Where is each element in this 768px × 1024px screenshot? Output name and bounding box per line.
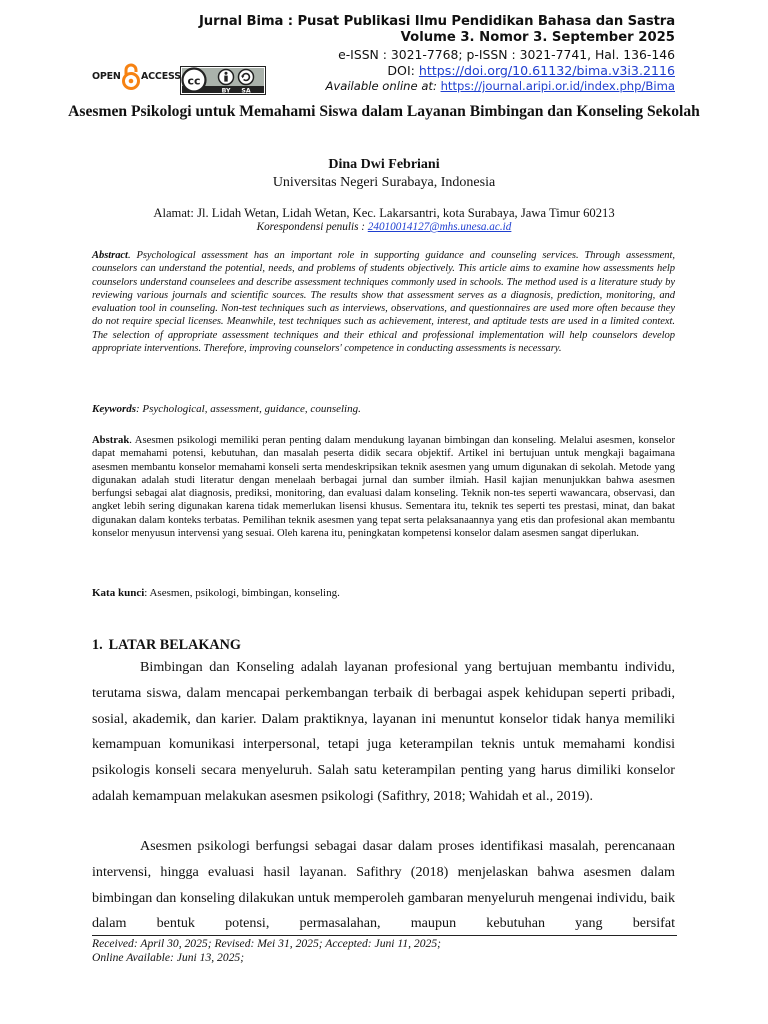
- footer-online-available: Online Available: Juni 13, 2025;: [92, 951, 245, 964]
- journal-volume: Volume 3. Nomor 3. September 2025: [400, 30, 675, 45]
- section-heading: [92, 637, 241, 654]
- correspondence-email-link[interactable]: 24010014127@mhs.unesa.ac.id: [367, 221, 512, 233]
- cc-sa-label: SA: [241, 87, 251, 95]
- doi-label: DOI:: [387, 63, 419, 78]
- kata-kunci-text: : Asesmen, psikologi, bimbingan, konseling.: [144, 587, 340, 599]
- journal-website-link[interactable]: https://journal.aripi.or.id/index.php/Bima: [440, 79, 675, 93]
- article-title: Asesmen Psikologi untuk Memahami Siswa dalam Layanan Bimbingan dan Konseling Sekolah: [68, 103, 700, 120]
- cc-by-label: BY: [221, 87, 231, 95]
- available-label: Available online at:: [325, 79, 441, 93]
- keywords-indonesian: [92, 587, 675, 599]
- open-access-logo: [92, 62, 181, 90]
- cc-symbol-text: cc: [187, 74, 201, 88]
- section-number: 1.: [92, 637, 103, 653]
- doi-link[interactable]: https://doi.org/10.61132/bima.v3i3.2116: [418, 63, 675, 78]
- abstract-label: Abstract: [92, 250, 128, 261]
- correspondence-line: [0, 221, 768, 233]
- body-paragraph-2: [92, 834, 675, 937]
- open-lock-icon: [122, 62, 140, 90]
- author-name: Dina Dwi Febriani: [328, 157, 440, 172]
- footer-dates: Received: April 30, 2025; Revised: Mei 31, 2025; Accepted: Juni 11, 2025;: [92, 937, 441, 950]
- keywords-label: Keywords: [92, 403, 136, 415]
- journal-header: [0, 0, 768, 100]
- keywords-english: [92, 403, 675, 415]
- journal-doi: [387, 63, 675, 78]
- abstract-text: . Psychological assessment has an important role in supporting guidance and counseling services. Through assessment, counselors can understand the potential, needs, and problems of students objectively. This article aims to examine how assessments help counselors understand counselees and describe assessment techniques commonly used in schools. The method used is a literature study by reviewing various journals and scientific sources. The results show that assessment serves as a diagnosis, prediction, monitoring, and evaluation tool in counseling. Non-test techniques such as interviews, observations, and questionnaires are used more often because they do not require special licenses. Meanwhile, test techniques such as achievement, interest, and aptitude tests are used in a limited context. The selection of appropriate assessment techniques and their ethical and professional implementation will help counselors develop appropriate interventions. Therefore, improving counselors' competence in conducting assessments is necessary.: [92, 250, 675, 354]
- abstract-indonesian: [92, 434, 675, 540]
- body-paragraph-1: [92, 655, 675, 810]
- author-address: Alamat: Jl. Lidah Wetan, Lidah Wetan, Kec. Lakarsantri, kota Surabaya, Jawa Timur 60213: [153, 206, 615, 220]
- keywords-text: : Psychological, assessment, guidance, counseling.: [136, 403, 361, 415]
- open-access-logo-access: ACCESS: [141, 71, 181, 82]
- abstrak-text: . Asesmen psikologi memiliki peran penting dalam mendukung layanan bimbingan dan konseling. Melalui asesmen, konselor dapat memahami potensi, kebutuhan, dan masalah peserta didik secara objektif. Artikel ini bertujuan untuk mengkaji bagaimana asesmen membantu konselor memahami konseli serta mendeskripsikan teknik asesmen yang umum digunakan di sekolah. Metode yang digunakan adalah studi literatur dengan menelaah berbagai jurnal dan sumber ilmiah. Hasil kajian menunjukkan bahwa asesmen berfungsi sebagai alat diagnosis, prediksi, monitoring, dan evaluasi dalam konseling. Teknik non-tes seperti wawancara, observasi, dan angket lebih sering digunakan karena tidak memerlukan lisensi khusus. Sementara itu, teknik tes seperti tes prestasi, minat, dan bakat digunakan dalam konteks terbatas. Pemilihan teknik asesmen yang tepat serta pelaksanaannya yang etis dan profesional akan membantu konselor menyusun intervensi yang sesuai. Oleh karena itu, peningkatan kompetensi konselor dalam asesmen sangat diperlukan.: [92, 435, 675, 539]
- open-access-logo-open: OPEN: [92, 71, 121, 82]
- paragraph-text: Asesmen psikologi berfungsi sebagai dasar dalam proses identifikasi masalah, perencanaan intervensi, hingga evaluasi hasil layanan. Safithry (2018) menjelaskan bahwa asesmen dalam bimbingan dan konseling dilakukan untuk memperoleh gambaran menyeluruh mengenai individu, baik dalam bentuk potensi, permasalahan, maupun kebutuhan yang bersifat: [92, 838, 675, 932]
- section-title: LATAR BELAKANG: [108, 637, 241, 653]
- journal-issn: e-ISSN : 3021-7768; p-ISSN : 3021-7741, Hal. 136-146: [338, 47, 675, 62]
- journal-name: Jurnal Bima : Pusat Publikasi Ilmu Pendidikan Bahasa dan Sastra: [199, 14, 675, 29]
- cc-by-sa-license-icon: [180, 66, 266, 95]
- paragraph-text: Bimbingan dan Konseling adalah layanan profesional yang bertujuan membantu individu, terutama siswa, dalam mencapai perkembangan terbaik di berbagai aspek kehidupan seperti pribadi, sosial, akademik, dan karier. Dalam praktiknya, layanan ini menuntut konselor tidak hanya memiliki kemampuan komunikasi interpersonal, tetapi juga keterampilan teknis untuk memahami kondisi psikologis konseli secara menyeluruh. Salah satu keterampilan penting yang harus dimiliki konselor adalah kemampuan melakukan asesmen psikologi (Safithry, 2018; Wahidah et al., 2019).: [92, 659, 675, 804]
- kata-kunci-label: Kata kunci: [92, 587, 145, 599]
- journal-availability: [325, 79, 675, 93]
- abstrak-label: Abstrak: [92, 435, 130, 446]
- abstract-english: [92, 249, 675, 355]
- footer-divider: [92, 935, 677, 936]
- author-affiliation: Universitas Negeri Surabaya, Indonesia: [272, 175, 496, 190]
- correspondence-label: Korespondensi penulis :: [256, 221, 368, 233]
